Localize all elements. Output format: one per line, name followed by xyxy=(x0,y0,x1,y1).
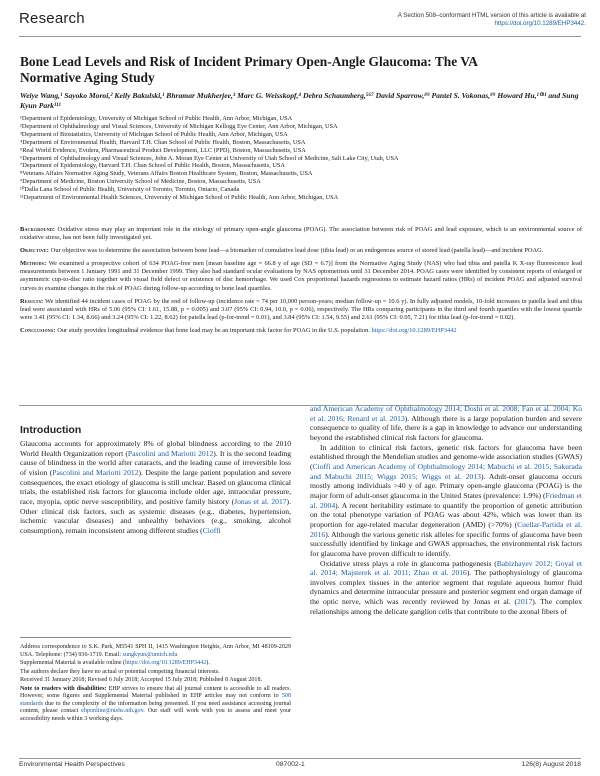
body-text-run: Glaucoma accounts for approximately 8% of global blindness according to the 2010 World Health Organization report ( xyxy=(20,439,291,458)
body-text-run: ). Despite the large patient population and severe consequences, the exact etiology of glaucoma is still unclear. Based on glaucoma clinical trials, the established risk factors for glaucoma include older age, intraocular pressure, race, myopia, optic nerve susceptibility, and positive family history ( xyxy=(20,467,292,506)
abstract-background xyxy=(20,226,582,242)
section-label: Research xyxy=(19,10,85,27)
dates-note: Received 31 January 2018; Revised 6 July 2018; Accepted 15 July 2018; Published 8 August 2018. xyxy=(20,677,263,683)
abstract-results-text: We identified 44 incident cases of POAG by the end of follow-up (incidence rate = 74 per 10,000 person-years; median follow-up = 10.6 y). In fully adjusted models, 10-fold increases in patella lead and tibia lead were associated with HRs of 5.06 (95% CI: 1.61, 15.88, p = 0.005) and 3.07 (95% CI: 0.94, 10.0, p = 0.06), respectively. The HRs comparing participants in the third and fourth quartiles with the lowest quartile were 3.41 (95% CI: 1.34, 8.66) and 3.24 (95% CI: 1.22, 8.62) for patella lead (p-for-trend = 0.01), and 3.84 (95% CI: 1.54, 9.55) and 2.61 (95% CI: 0.95, 7.21) for tibia lead (p-for-trend = 0.02). xyxy=(20,297,582,321)
left-column-text xyxy=(20,439,291,536)
supplemental-link[interactable]: https://doi.org/10.1289/EHP3442 xyxy=(125,660,207,666)
footnotes xyxy=(20,644,291,724)
body-text-run: ). It is the second leading cause of blindness in the world after cataracts, and the leading cause of irreversible loss of vision ( xyxy=(20,448,292,477)
correspondence-email-link[interactable]: sungkyun@umich.edu xyxy=(122,651,178,658)
introduction-heading: Introduction xyxy=(20,424,82,436)
affiliation-item: ⁴Department of Environmental Health, Harvard T.H. Chan School of Public Health, Boston, Massachusetts, USA xyxy=(20,138,306,146)
abstract-conclusions xyxy=(20,327,582,335)
abstract-doi-link[interactable]: https://doi.org/10.1289/EHP3442 xyxy=(371,326,457,334)
contact-email-link[interactable]: ehponline@niehs.nih.gov xyxy=(81,708,144,714)
abstract-results xyxy=(20,298,582,322)
correspondence-text: Address correspondence to S.K. Park, M5541 SPH II, 1415 Washington Heights, Ann Arbor, MI 48109-2029 USA. Telephone: (734) 936-1719. Email: xyxy=(20,644,291,658)
citation-link[interactable]: Jonas et al. 2017 xyxy=(234,496,287,506)
abstract-background-label: Background: xyxy=(20,226,56,233)
abstract-background-text: Oxidative stress may play an important role in the etiology of primary open-angle glaucoma (POAG). The association between risk of POAG and lead exposure, which is an environmental source of oxidative stress, has not been fully investigated yet. xyxy=(20,226,582,242)
journal-name: Environmental Health Perspectives xyxy=(19,761,125,768)
affiliation-item: ¹Department of Epidemiology, University of Michigan School of Public Health, Ann Arbor, Michigan, USA xyxy=(20,115,293,122)
abstract xyxy=(20,226,582,340)
page-number: 087002-1 xyxy=(276,761,305,768)
footnote-divider xyxy=(20,637,291,638)
right-column xyxy=(310,404,582,616)
disabilities-text: due to the complexity of the information being presented. If you need assistance accessing journal content, please contact xyxy=(20,700,291,714)
body-text-run: In addition to clinical risk factors, genetic risk factors for glaucoma have been established through the Mendelian studies and genome-wide association studies (GWAS) ( xyxy=(310,442,582,471)
citation-link[interactable]: and American Academy of Ophthalmology 2014; Doshi et al. 2008; Fan et al. 2004; Ko et al. 2016; Renard et al. 2013 xyxy=(310,404,582,423)
body-text-run: ). Adult-onset glaucoma occurs mostly among individuals >40 y of age. Primary open-angle glaucoma (POAG) is the major form of adult-onset glaucoma in the United States (prevalence: 1.9%) ( xyxy=(310,471,582,500)
abstract-objective xyxy=(20,247,582,255)
citation-link[interactable]: Friedman et al. 2004 xyxy=(310,490,582,510)
disabilities-note xyxy=(20,686,291,724)
intro-paragraph xyxy=(310,404,582,443)
abstract-conclusions-text: Our study provides longitudinal evidence that bone lead may be an important risk factor for POAG in the U.S. population. xyxy=(55,326,372,334)
citation-link[interactable]: Babizhayev 2012; Goyal et al. 2014; Majsterek et al. 2011; Zhao et al. 2016 xyxy=(310,558,582,578)
body-text-run: ). Other clinical risk factors, such as systemic diseases (e.g., diabetes, hypertension, ischemic vascular diseases) and unhealthy behaviors (e.g., smoking, alcohol consumption), remain inconsistent among different studies ( xyxy=(20,496,291,535)
abstract-methods xyxy=(20,260,582,292)
abstract-objective-text: Our objective was to determine the association between bone lead—a biomarker of cumulative lead dose (tibia lead) or an endogenous source of stored lead (patella lead)—and incident POAG. xyxy=(49,247,544,255)
affiliation-item: ⁶Department of Ophthalmology and Visual Sciences, John A. Moran Eye Center at University of Utah School of Medicine, Salt Lake City, Utah, USA xyxy=(20,154,399,162)
supplemental-text: Supplemental Material is available online ( xyxy=(20,660,126,666)
correspondence-note xyxy=(20,644,291,659)
affiliation-item: ⁸Veterans Affairs Normative Aging Study, Veterans Affairs Boston Healthcare System, Boston, Massachusetts, USA xyxy=(20,170,313,178)
supplemental-note xyxy=(20,660,291,668)
abstract-methods-text: We examined a prospective cohort of 634 POAG-free men [mean baseline age = 66.8 y of age (SD = 6.7)] from the Normative Aging Study (NAS) who had tibia and patella K X-ray fluorescence lead measurements between 1 January 1991 and 31 December 1999. They also had standard ocular evaluations by NAS optometrists until 31 December 2014. POAG cases were identified by consistent reports of enlarged or asymmetric cup-to-disc ratio together with visual field defect or existence of disc hemorrhage. We used Cox proportional hazards regressions to estimate hazard ratios (HRs) of incident POAG and adjusted survival curves to examine changes in the risk of POAG during follow-up according to bone lead quartiles. xyxy=(20,260,582,292)
conflict-note: The authors declare they have no actual or potential competing financial interests. xyxy=(20,668,220,675)
left-column xyxy=(20,424,291,536)
body-text-run: ). The pathophysiology of glaucoma involves complex tissues in the anterior segment that regulate aqueous humor fluid dynamics and determine intraocular pressure and posterior segment end organ damage of the optic nerve, which was recently reviewed by Jonas et al. ( xyxy=(310,568,582,607)
citation-link[interactable]: Cioffi and American Academy of Ophthalmology 2014; Mabuchi et al. 2015; Sakurada and Mabuchi 2015; Wiggs 2015; Wiggs et al. 2013 xyxy=(310,461,582,481)
article-title: Bone Lead Levels and Risk of Incident Primary Open-Angle Glaucoma: The VA Normative Aging Study xyxy=(20,54,478,85)
affiliation-item: ¹⁰Dalla Lana School of Public Health, University of Toronto, Toronto, Ontario, Canada xyxy=(20,186,240,194)
disabilities-text: EHP strives to ensure that all journal content is accessible to all readers. However, some figures and Supplemental Material published in EHP articles may not conform to xyxy=(20,685,291,699)
citation-link[interactable]: Pascolini and Mariotti 2012 xyxy=(127,448,214,458)
affiliation-item: ⁹Department of Medicine, Boston University School of Medicine, Boston, Massachusetts, USA xyxy=(20,178,261,186)
html-version-note xyxy=(396,12,586,28)
body-text-run: ). A recent heritability estimate to quantify the proportion of genetic attribution on the total phenotype variation of POAG was about 42%, which was lower than its proportion for age-related macular degeneration (AMD) (>70%) ( xyxy=(310,500,583,529)
abstract-conclusions-label: Conclusions: xyxy=(20,326,56,334)
right-column-text xyxy=(310,404,582,616)
abstract-objective-label: Objective: xyxy=(20,247,50,255)
affiliation-item: ⁷Department of Epidemiology, Harvard T.H. Chan School of Public Health, Boston, Massachusetts, USA xyxy=(20,162,285,170)
html-version-note-text: A Section 508–conformant HTML version of this article is available at xyxy=(397,12,586,19)
issue-info: 126(8) August 2018 xyxy=(521,761,581,768)
affiliation-item: ³Department of Biostatistics, University of Michigan School of Public Health, Ann Arbor, Michigan, USA xyxy=(20,130,288,138)
citation-link[interactable]: Cioffi xyxy=(202,525,221,535)
affiliation-item: ¹¹Department of Environmental Health Sciences, University of Michigan School of Public Health, Ann Arbor, Michigan, USA xyxy=(20,194,339,202)
affiliation-item: ⁵Real World Evidence, Evidera, Pharmaceutical Product Development, LLC (PPD), Boston, Massachusetts, USA xyxy=(20,146,306,154)
citation-link[interactable]: Pascolini and Mariotti 2012 xyxy=(52,467,139,477)
disabilities-label: Note to readers with disabilities: xyxy=(20,685,107,692)
body-text-run: ). Although the various genetic risk alleles for specific forms of glaucoma have been successfully identified by linkage and GWAS approaches, the environmental risk factors for glaucoma have proven difficult to identify. xyxy=(310,529,582,558)
body-text-run: ). Although there is a large population burden and severe consequence to quality of life, there is a gap in knowledge to advance our understanding beyond the established clinical risk factors for glaucoma. xyxy=(310,413,582,442)
author-list: Weiye Wang,¹ Sayoko Moroi,² Kelly Bakulski,¹ Bhramar Mukherjee,³ Marc G. Weisskopf,⁴ Debra Schaumberg,⁵⁶⁷ David Sparrow,⁸⁹ Pantel S. Vokonas,⁸⁹ Howard Hu,¹⁰¹¹ and Sung Kyun Park¹¹¹ xyxy=(20,91,579,110)
html-version-note-end: . xyxy=(584,20,586,27)
supplemental-text-end: ). xyxy=(206,660,210,666)
html-version-link[interactable]: https://doi.org/10.1289/EHP3442 xyxy=(494,20,585,27)
standards-link[interactable]: 508 standards xyxy=(20,693,291,707)
abstract-results-label: Results: xyxy=(20,297,44,305)
disabilities-text: . Our staff will work with you to assess and meet your accessibility needs within 3 working days. xyxy=(20,708,291,722)
intro-paragraph xyxy=(310,559,582,617)
affiliation-list xyxy=(20,115,580,202)
citation-link[interactable]: Cuellar-Partida et al. 2016 xyxy=(310,519,582,539)
header-divider xyxy=(19,36,581,37)
body-text-run: Oxidative stress plays a role in glaucoma pathogenesis ( xyxy=(320,558,497,568)
citation-link[interactable]: 2017 xyxy=(517,597,533,607)
body-text-run: ). The complex relationships among the delicate ganglion cells that contribute to the axonal fibers of xyxy=(310,597,582,616)
intro-paragraph xyxy=(20,439,291,536)
affiliation-item: ²Department of Ophthalmology and Visual Sciences, University of Michigan Kellogg Eye Center, Ann Arbor, Michigan, USA xyxy=(20,122,338,130)
footer-divider xyxy=(19,758,581,759)
abstract-methods-label: Methods: xyxy=(20,260,47,268)
intro-paragraph xyxy=(310,443,582,559)
